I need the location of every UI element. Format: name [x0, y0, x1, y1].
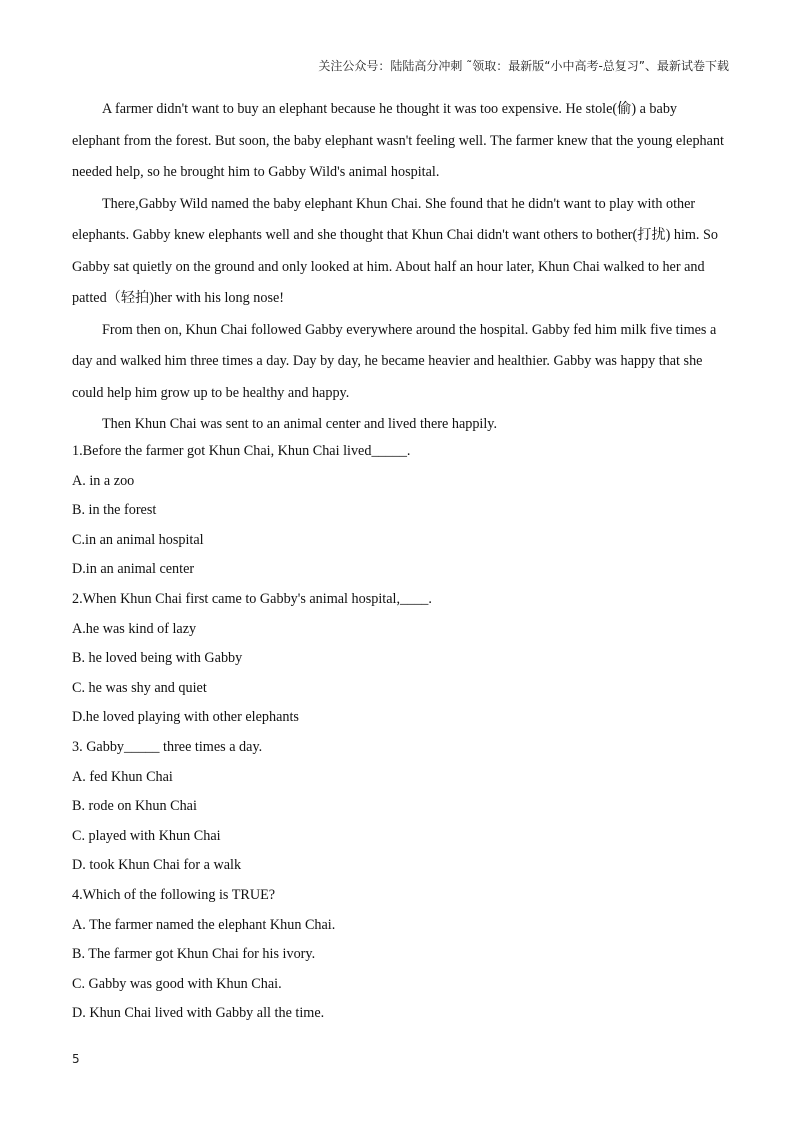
answer-option: A. fed Khun Chai — [72, 768, 173, 785]
answer-option: D.he loved playing with other elephants — [72, 709, 299, 726]
answer-option: B. rode on Khun Chai — [72, 798, 197, 815]
answer-option: B. in the forest — [72, 502, 157, 519]
answer-option: D. took Khun Chai for a walk — [72, 857, 242, 874]
question-1 — [72, 437, 728, 585]
answer-option: B. The farmer got Khun Chai for his ivory. — [72, 946, 316, 963]
question-3 — [72, 733, 728, 881]
question-stem: 4.Which of the following is TRUE? — [72, 886, 276, 903]
passage-paragraph-4: Then Khun Chai was sent to an animal center and lived there happily. — [102, 416, 498, 432]
page-number: 5 — [72, 1052, 80, 1066]
page-header: 关注公众号：陆陆高分冲刺 ˜领取：最新版“小中高考-总复习”、最新试卷下载 — [318, 59, 729, 73]
answer-option: D.in an animal center — [72, 561, 195, 578]
passage-paragraph-1: A farmer didn't want to buy an elephant because he thought it was too expensive. He stole(偷) a baby elephant from the forest. But soon, the baby elephant wasn't feeling well. The farmer knew that the young elephant needed help, so he brought him to Gabby Wild's animal hospital. — [72, 101, 724, 180]
passage-paragraph-2: There,Gabby Wild named the baby elephant Khun Chai. She found that he didn't want to play with other elephants. Gabby knew elephants well and she thought that Khun Chai didn't want others to bother(打扰) him. So Gabby sat quietly on the ground and only looked at him. About half an hour later, Khun Chai walked to her and patted（轻拍)her with his long nose! — [72, 195, 719, 306]
question-2 — [72, 585, 728, 733]
answer-option: C. he was shy and quiet — [72, 679, 207, 696]
answer-option: C. played with Khun Chai — [72, 827, 221, 844]
answer-option: C.in an animal hospital — [72, 531, 204, 548]
reading-passage — [72, 94, 728, 441]
question-4 — [72, 881, 728, 1029]
question-stem: 3. Gabby_____ three times a day. — [72, 738, 263, 755]
answer-option: C. Gabby was good with Khun Chai. — [72, 975, 282, 992]
answer-option: A. in a zoo — [72, 472, 135, 489]
answer-option: A.he was kind of lazy — [72, 620, 197, 637]
answer-option: A. The farmer named the elephant Khun Chai. — [72, 916, 336, 933]
question-stem: 2.When Khun Chai first came to Gabby's animal hospital,____. — [72, 590, 432, 607]
answer-option: D. Khun Chai lived with Gabby all the time. — [72, 1005, 325, 1022]
answer-option: B. he loved being with Gabby — [72, 650, 243, 667]
passage-paragraph-3: From then on, Khun Chai followed Gabby everywhere around the hospital. Gabby fed him milk five times a day and walked him three times a day. Day by day, he became heavier and healthier. Gabby was happy that she could help him grow up to be healthy and happy. — [72, 321, 717, 401]
question-stem: 1.Before the farmer got Khun Chai, Khun Chai lived_____. — [72, 443, 411, 459]
question-list — [72, 437, 728, 1029]
